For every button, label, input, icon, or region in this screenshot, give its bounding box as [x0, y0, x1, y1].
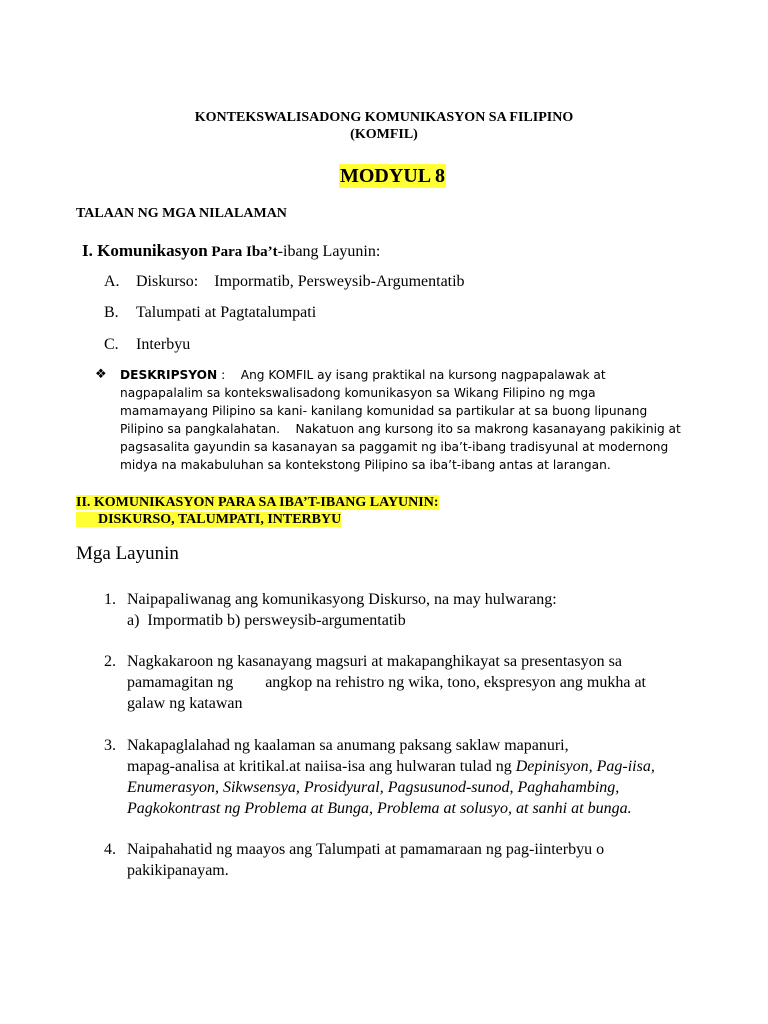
diamond-bullet-icon: ❖ — [95, 367, 107, 382]
objective-line-italic: Enumerasyon, Sikwsensya, Prosidyural, Pagsusunod-sunod, Paghahambing, — [127, 779, 620, 796]
objective-line: Nagkakaroon ng kasanayang magsuri at makapanghikayat sa presentasyon sa — [127, 653, 622, 670]
section-2-topics: DISKURSO, TALUMPATI, INTERBYU — [76, 512, 341, 527]
objective-line — [127, 756, 655, 777]
objective-line — [127, 798, 655, 819]
description-paragraph — [120, 366, 720, 474]
section-1-heading — [82, 241, 380, 261]
objective-line: galaw ng katawan — [127, 695, 243, 712]
description-label: DESKRIPSYON — [120, 368, 218, 382]
toc-item-text: Interbyu — [136, 336, 191, 353]
objective-text — [127, 839, 604, 881]
objective-text — [127, 651, 646, 714]
toc-item-text: Diskurso: Impormatib, Persweysib-Argumentatib — [136, 273, 465, 290]
description-line: Pilipino sa pangkalahatan. Nakatuon ang kursong ito sa makrong kasanayang pakikinig at — [120, 422, 681, 436]
toc-item-a — [104, 273, 465, 291]
objective-line: Naipapaliwanag ang komunikasyong Diskurso, na may hulwarang: — [127, 591, 557, 608]
toc-item-b — [104, 304, 316, 322]
section-1-number: I. Komunikasyon — [82, 241, 208, 260]
description-line: pagsasalita gayundin sa kasanayan sa paggamit ng iba’t-ibang tradisyunal at modernong — [120, 440, 669, 454]
objective-text — [127, 589, 557, 631]
toc-item-label: C. — [104, 336, 119, 353]
toc-item-label: B. — [104, 304, 119, 321]
description-line: nagpapalalim sa kontekswalisadong komunikasyon sa Wikang Filipino ng mga — [120, 386, 596, 400]
document-subtitle: (KOMFIL) — [350, 127, 418, 142]
objectives-heading: Mga Layunin — [76, 543, 179, 564]
objective-number: 3. — [104, 737, 116, 754]
objective-line-italic: Depinisyon, Pag-iisa, — [515, 758, 655, 775]
description-line: mamamayang Pilipino sa kani- kanilang komunidad sa partikular at sa buong lipunang — [120, 404, 648, 418]
description-line: midya na makabuluhan sa kontekstong Pilipino sa iba’t-ibang antas at larangan. — [120, 458, 611, 472]
toc-item-text: Talumpati at Pagtatalumpati — [136, 304, 317, 321]
objective-line — [127, 777, 655, 798]
objective-line: Naipahahatid ng maayos ang Talumpati at pamamaraan ng pag-iinterbyu o — [127, 841, 605, 858]
toc-item-c — [104, 336, 190, 354]
module-heading: MODYUL 8 — [340, 165, 445, 187]
objective-line-italic: Pagkokontrast ng Problema at Bunga, Problema at solusyo, at sanhi at bunga. — [127, 800, 632, 817]
table-of-contents-heading: TALAAN NG MGA NILALAMAN — [76, 206, 287, 221]
objective-number: 2. — [104, 653, 116, 670]
objective-text — [127, 735, 655, 819]
document-title: KONTEKSWALISADONG KOMUNIKASYON SA FILIPINO — [194, 110, 574, 125]
section-1-middle: Para Iba’t — [207, 244, 278, 260]
description-colon: : — [217, 368, 226, 382]
section-2-title: II. KOMUNIKASYON PARA SA IBA’T-IBANG LAYUNIN: — [76, 495, 439, 510]
objective-line: pamamagitan ng angkop na rehistro ng wika, tono, ekspresyon ang mukha at — [127, 674, 646, 691]
section-2-heading — [76, 494, 439, 511]
objective-number: 1. — [104, 591, 116, 608]
objective-line: Nakapaglalahad ng kaalaman sa anumang paksang saklaw mapanuri, — [127, 737, 569, 754]
objective-line: pakikipanayam. — [127, 862, 229, 879]
objective-number: 4. — [104, 841, 116, 858]
objective-line: a) Impormatib b) persweysib-argumentatib — [127, 612, 406, 629]
section-1-rest: -ibang Layunin: — [277, 243, 381, 260]
description-line: Ang KOMFIL ay isang praktikal na kursong nagpapalawak at — [225, 368, 606, 382]
section-2-subheading — [76, 511, 341, 528]
objective-line-plain: mapag-analisa at kritikal.at naiisa-isa ang hulwaran tulad ng — [127, 758, 516, 775]
toc-item-label: A. — [104, 273, 120, 290]
